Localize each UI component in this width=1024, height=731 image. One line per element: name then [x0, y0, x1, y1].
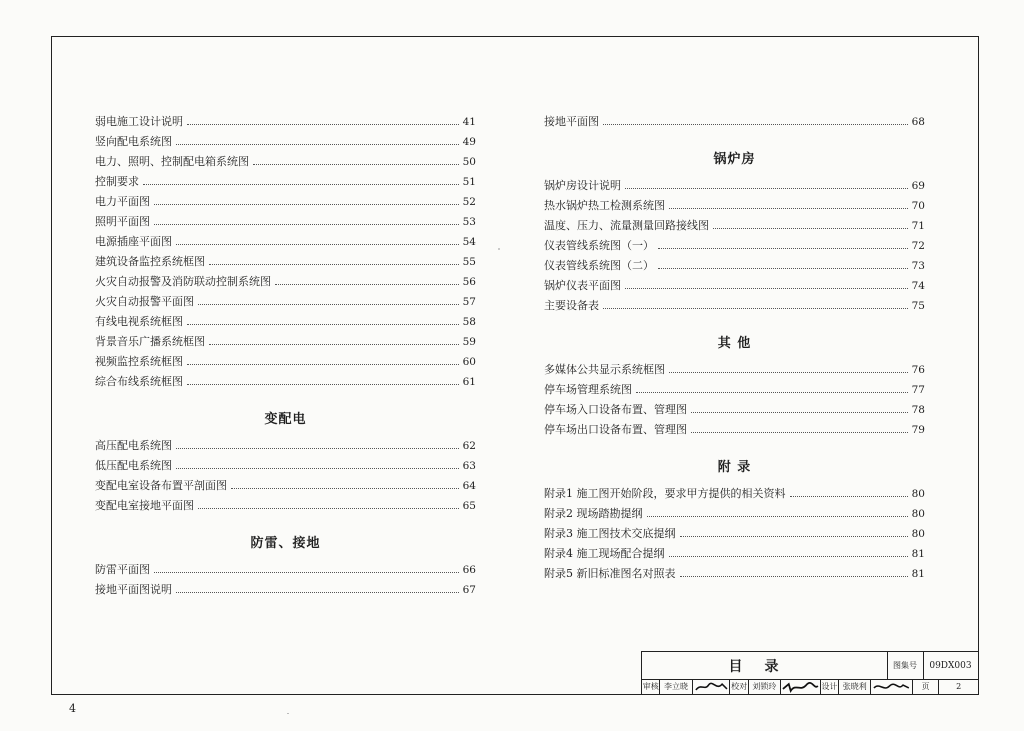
- toc-entry-page: 74: [911, 280, 925, 292]
- toc-entry-title: 综合布线系统框图: [95, 375, 183, 388]
- toc-group: [544, 356, 925, 436]
- toc-entry: [544, 540, 925, 560]
- toc-entry-page: 76: [911, 364, 925, 376]
- dot-leader: [636, 392, 908, 393]
- dot-leader: [625, 288, 908, 289]
- toc-entry-title: 电源插座平面图: [95, 235, 172, 248]
- dot-leader: [176, 448, 459, 449]
- toc-entry-page: 69: [911, 180, 925, 192]
- toc-entry: [95, 492, 476, 512]
- design-label: 设计: [821, 679, 839, 694]
- toc-entry-page: 63: [462, 460, 476, 472]
- designer-name: 张晓利: [839, 679, 871, 694]
- toc-entry-title: 仪表管线系统图（二）: [544, 259, 654, 272]
- toc-group: [544, 480, 925, 580]
- toc-entry-title: 背景音乐广播系统框图: [95, 335, 205, 348]
- dot-leader: [176, 468, 459, 469]
- dot-leader: [647, 516, 908, 517]
- dot-leader: [790, 496, 908, 497]
- toc-entry: [95, 248, 476, 268]
- toc-entry: [95, 348, 476, 368]
- toc-entry-page: 66: [462, 564, 476, 576]
- section-heading: 变配电: [264, 412, 307, 427]
- reviewer-signature: [693, 679, 731, 694]
- toc-entry-title: 多媒体公共显示系统框图: [544, 363, 665, 376]
- dot-leader: [154, 572, 459, 573]
- check-label: 校对: [730, 679, 748, 694]
- dot-leader: [669, 372, 908, 373]
- toc-entry-title: 附录4 施工现场配合提纲: [544, 547, 665, 560]
- toc-entry: [95, 576, 476, 596]
- atlas-number: 09DX003: [923, 652, 978, 680]
- toc-entry-title: 停车场出口设备布置、管理图: [544, 423, 687, 436]
- toc-entry-page: 52: [462, 196, 476, 208]
- review-label: 审核: [642, 679, 660, 694]
- dot-leader: [231, 488, 459, 489]
- dot-leader: [209, 344, 459, 345]
- toc-entry-page: 73: [911, 260, 925, 272]
- toc-entry-title: 变配电室设备布置平剖面图: [95, 479, 227, 492]
- page-label: 页: [913, 679, 939, 694]
- toc-entry-title: 热水锅炉热工检测系统图: [544, 199, 665, 212]
- toc-entry-title: 照明平面图: [95, 215, 150, 228]
- section-heading: 附 录: [717, 460, 752, 475]
- toc-entry: [95, 228, 476, 248]
- reviewer-name: 李立晓: [660, 679, 692, 694]
- toc-entry-title: 低压配电系统图: [95, 459, 172, 472]
- toc-group: [95, 556, 476, 596]
- toc-entry-page: 78: [911, 404, 925, 416]
- toc-entry-page: 80: [911, 528, 925, 540]
- toc-entry: [95, 472, 476, 492]
- dot-leader: [253, 164, 459, 165]
- toc-entry-page: 54: [462, 236, 476, 248]
- toc-entry-title: 附录5 新旧标准图名对照表: [544, 567, 676, 580]
- checker-name: 刘锁玲: [749, 679, 781, 694]
- atlas-number-label: 图集号: [887, 652, 924, 680]
- dot-leader: [275, 284, 459, 285]
- toc-entry: [95, 268, 476, 288]
- dot-leader: [658, 248, 908, 249]
- toc-entry-page: 51: [462, 176, 476, 188]
- toc-entry-title: 有线电视系统框图: [95, 315, 183, 328]
- toc-entry: [544, 560, 925, 580]
- toc-entry: [544, 480, 925, 500]
- toc-entry-page: 81: [911, 568, 925, 580]
- toc-entry: [544, 416, 925, 436]
- toc-entry: [544, 232, 925, 252]
- designer-signature: [871, 679, 913, 694]
- toc-entry-title: 火灾自动报警及消防联动控制系统图: [95, 275, 271, 288]
- toc-entry-page: 72: [911, 240, 925, 252]
- toc-entry-title: 接地平面图说明: [95, 583, 172, 596]
- toc-entry-page: 58: [462, 316, 476, 328]
- dot-leader: [187, 324, 459, 325]
- dot-leader: [680, 536, 908, 537]
- dot-leader: [198, 304, 459, 305]
- toc-entry: [544, 356, 925, 376]
- dot-leader: [625, 188, 908, 189]
- toc-entry-page: 68: [911, 116, 925, 128]
- dot-leader: [154, 224, 459, 225]
- toc-entry-title: 仪表管线系统图（一）: [544, 239, 654, 252]
- dot-leader: [691, 432, 908, 433]
- checker-signature: [781, 679, 821, 694]
- toc-entry-title: 附录2 现场踏勘提纲: [544, 507, 643, 520]
- toc-entry-title: 建筑设备监控系统框图: [95, 255, 205, 268]
- dot-leader: [680, 576, 908, 577]
- toc-entry-page: 62: [462, 440, 476, 452]
- toc-entry: [95, 328, 476, 348]
- toc-right-column: [544, 108, 925, 580]
- dot-leader: [143, 184, 459, 185]
- toc-entry: [544, 172, 925, 192]
- dot-leader: [669, 556, 908, 557]
- toc-entry-title: 停车场入口设备布置、管理图: [544, 403, 687, 416]
- dot-leader: [691, 412, 908, 413]
- toc-entry-title: 防雷平面图: [95, 563, 150, 576]
- toc-entry: [544, 272, 925, 292]
- toc-left-column: [95, 108, 476, 596]
- dot-leader: [658, 268, 908, 269]
- toc-entry-title: 高压配电系统图: [95, 439, 172, 452]
- toc-entry-page: 61: [462, 376, 476, 388]
- toc-entry: [95, 432, 476, 452]
- toc-entry-page: 64: [462, 480, 476, 492]
- toc-entry-title: 弱电施工设计说明: [95, 115, 183, 128]
- toc-entry-page: 60: [462, 356, 476, 368]
- dot-leader: [176, 592, 459, 593]
- signature-row: [642, 679, 978, 694]
- toc-entry-page: 53: [462, 216, 476, 228]
- sheet-page-number: 2: [956, 682, 962, 691]
- toc-entry-title: 控制要求: [95, 175, 139, 188]
- toc-entry-page: 59: [462, 336, 476, 348]
- dot-leader: [176, 144, 459, 145]
- toc-entry-title: 停车场管理系统图: [544, 383, 632, 396]
- toc-entry-title: 视频监控系统框图: [95, 355, 183, 368]
- toc-group: [544, 108, 925, 128]
- dot-leader: [603, 308, 908, 309]
- toc-entry-page: 65: [462, 500, 476, 512]
- title-block: [641, 651, 979, 695]
- toc-entry-page: 80: [911, 508, 925, 520]
- title-block-title: 目录: [642, 652, 888, 680]
- toc-entry-page: 80: [911, 488, 925, 500]
- toc-group: [544, 172, 925, 312]
- toc-entry-page: 71: [911, 220, 925, 232]
- toc-entry: [95, 452, 476, 472]
- toc-entry-title: 电力、照明、控制配电箱系统图: [95, 155, 249, 168]
- toc-entry: [544, 520, 925, 540]
- dot-leader: [187, 124, 459, 125]
- toc-entry: [544, 192, 925, 212]
- toc-entry: [95, 288, 476, 308]
- toc-entry-title: 电力平面图: [95, 195, 150, 208]
- scan-speck: [498, 248, 500, 250]
- toc-entry: [95, 188, 476, 208]
- page-number: 4: [69, 702, 76, 715]
- toc-entry: [544, 108, 925, 128]
- toc-entry-page: 41: [462, 116, 476, 128]
- toc-entry-page: 49: [462, 136, 476, 148]
- scan-speck: [287, 713, 289, 714]
- toc-entry-page: 67: [462, 584, 476, 596]
- toc-entry: [544, 292, 925, 312]
- toc-entry: [95, 556, 476, 576]
- toc-entry-page: 57: [462, 296, 476, 308]
- toc-entry-page: 77: [911, 384, 925, 396]
- toc-entry-page: 70: [911, 200, 925, 212]
- toc-entry: [544, 376, 925, 396]
- toc-entry: [544, 500, 925, 520]
- toc-entry-title: 主要设备表: [544, 299, 599, 312]
- toc-entry-page: 55: [462, 256, 476, 268]
- toc-entry-title: 火灾自动报警平面图: [95, 295, 194, 308]
- section-heading: 防雷、接地: [250, 536, 321, 551]
- dot-leader: [198, 508, 459, 509]
- toc-group: [95, 108, 476, 388]
- toc-entry-page: 56: [462, 276, 476, 288]
- toc-entry-title: 变配电室接地平面图: [95, 499, 194, 512]
- toc-entry: [544, 396, 925, 416]
- toc-entry: [95, 128, 476, 148]
- toc-entry-title: 附录1 施工图开始阶段，要求甲方提供的相关资料: [544, 487, 786, 500]
- toc-entry: [95, 148, 476, 168]
- toc-entry-title: 接地平面图: [544, 115, 599, 128]
- toc-entry: [95, 208, 476, 228]
- dot-leader: [669, 208, 908, 209]
- toc-group: [95, 432, 476, 512]
- toc-entry-title: 锅炉房设计说明: [544, 179, 621, 192]
- dot-leader: [154, 204, 459, 205]
- toc-entry: [95, 308, 476, 328]
- toc-entry: [95, 168, 476, 188]
- dot-leader: [187, 364, 459, 365]
- dot-leader: [187, 384, 459, 385]
- dot-leader: [209, 264, 459, 265]
- toc-entry-page: 50: [462, 156, 476, 168]
- dot-leader: [603, 124, 908, 125]
- toc-entry: [95, 368, 476, 388]
- section-heading: 其 他: [717, 336, 752, 351]
- toc-entry-title: 附录3 施工图技术交底提纲: [544, 527, 676, 540]
- toc-entry: [95, 108, 476, 128]
- toc-entry-page: 79: [911, 424, 925, 436]
- toc-entry-title: 温度、压力、流量测量回路接线图: [544, 219, 709, 232]
- toc-entry-page: 75: [911, 300, 925, 312]
- section-heading: 锅炉房: [713, 152, 756, 167]
- dot-leader: [176, 244, 459, 245]
- toc-entry-title: 竖向配电系统图: [95, 135, 172, 148]
- toc-entry: [544, 252, 925, 272]
- toc-entry: [544, 212, 925, 232]
- toc-entry-title: 锅炉仪表平面图: [544, 279, 621, 292]
- dot-leader: [713, 228, 908, 229]
- toc-entry-page: 81: [911, 548, 925, 560]
